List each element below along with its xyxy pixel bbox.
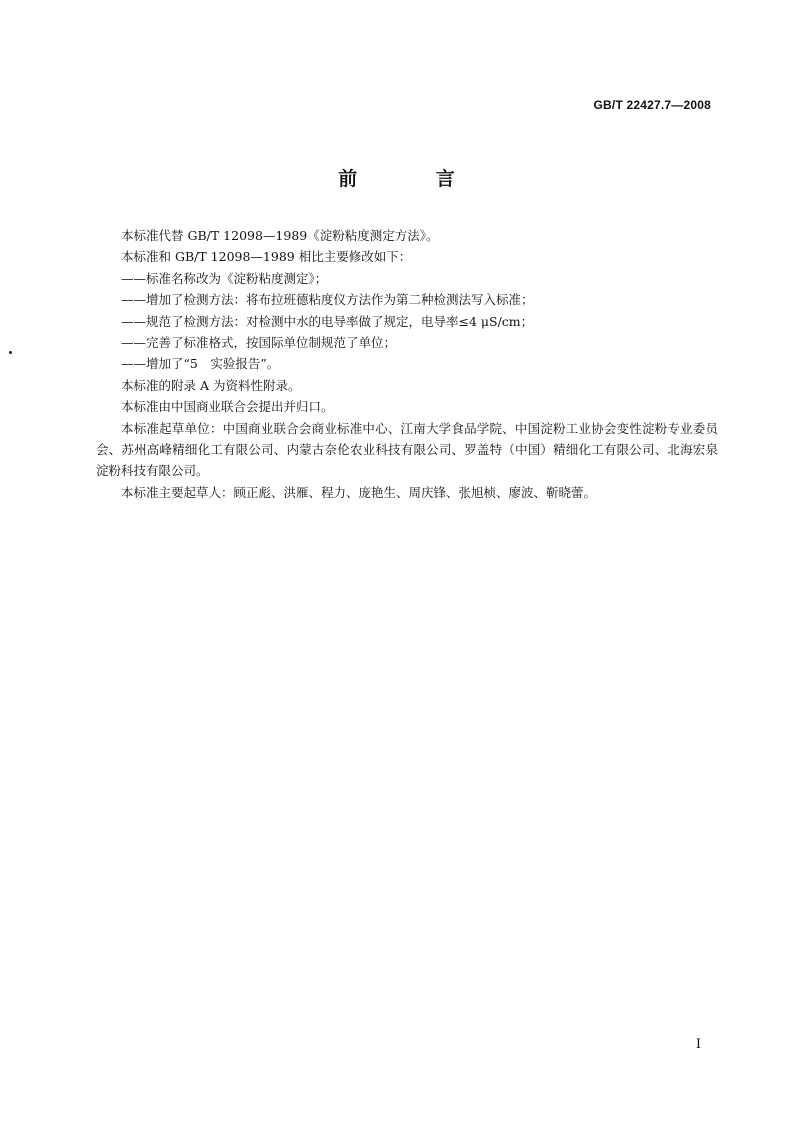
standard-code: GB/T 22427.7—2008 [593, 98, 711, 112]
proposer-paragraph: 本标准由中国商业联合会提出并归口。 [121, 399, 334, 415]
replacement-paragraph: 本标准代替 GB/T 12098—1989《淀粉粘度测定方法》。 [121, 228, 439, 243]
change-item: ——增加了检测方法：将布拉班德粘度仪方法作为第二种检测法写入标准； [121, 292, 534, 308]
change-item: ——标准名称改为《淀粉粘度测定》； [121, 270, 328, 286]
scan-speck [9, 351, 12, 354]
appendix-paragraph: 本标准的附录 A 为资料性附录。 [121, 377, 301, 393]
drafting-units-paragraph: 本标准起草单位：中国商业联合会商业标准中心、江南大学食品学院、中国淀粉工业协会变性淀粉专业委员会、苏州高峰精细化工有限公司、内蒙古奈伦农业科技有限公司、罗盖特（中国）精细化工有限公司、北海宏泉淀粉科技有限公司。 [96, 420, 718, 479]
page-number: I [695, 1037, 701, 1052]
change-item: ——规范了检测方法：对检测中水的电导率做了规定，电导率≤4 μS/cm； [121, 313, 534, 329]
changes-intro-paragraph: 本标准和 GB/T 12098—1989 相比主要修改如下： [121, 249, 412, 265]
change-item: ——增加了“5 实验报告”。 [121, 356, 280, 372]
document-body [96, 225, 718, 503]
page-title: 前 言 [338, 168, 491, 190]
change-item: ——完善了标准格式，按国际单位制规范了单位； [121, 335, 397, 351]
drafters-paragraph: 本标准主要起草人：顾正彪、洪雁、程力、庞艳生、周庆锋、张旭桢、廖波、靳晓蕾。 [121, 484, 597, 500]
